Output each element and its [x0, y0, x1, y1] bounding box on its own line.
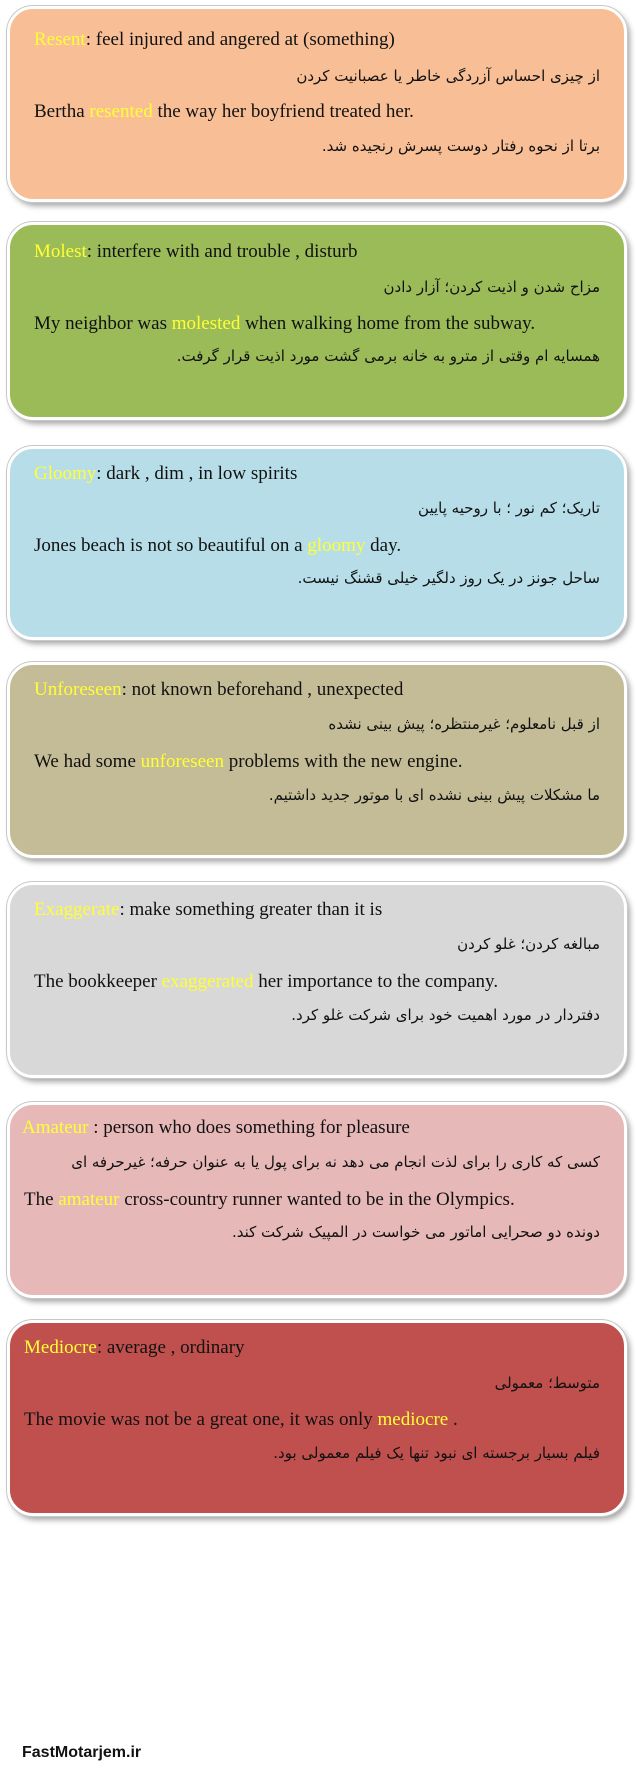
- persian-definition: مبالغه کردن؛ غلو کردن: [457, 935, 600, 953]
- vocab-card-exaggerate: [7, 882, 627, 1078]
- example-sentence: [24, 1409, 458, 1431]
- example-after: when walking home from the subway.: [240, 313, 536, 334]
- vocab-word: Exaggerate: [34, 899, 120, 920]
- persian-example: برتا از نحوه رفتار دوست پسرش رنجیده شد.: [321, 137, 600, 155]
- persian-definition: مزاح شدن و اذیت کردن؛ آزار دادن: [383, 278, 600, 296]
- english-definition: : feel injured and angered at (something): [85, 29, 395, 50]
- example-word: unforeseen: [140, 751, 224, 772]
- example-word: exaggerated: [161, 971, 254, 992]
- example-word: gloomy: [307, 535, 366, 556]
- example-sentence: [34, 535, 401, 557]
- persian-definition: از چیزی احساس آزردگی خاطر یا عصبانیت کردن: [296, 67, 600, 85]
- vocab-word: Molest: [34, 241, 87, 262]
- example-sentence: [34, 971, 498, 993]
- example-sentence: [34, 751, 463, 773]
- example-word: molested: [171, 313, 241, 334]
- persian-definition: کسی که کاری را برای لذت انجام می دهد نه برای پول یا به عنوان حرفه؛ غیرحرفه ای: [71, 1153, 600, 1171]
- persian-example: فیلم بسیار برجسته ای نبود تنها یک فیلم معمولی بود.: [273, 1444, 600, 1462]
- example-before: Bertha: [34, 101, 90, 122]
- vocab-card-molest: [7, 222, 627, 420]
- english-definition: : interfere with and trouble , disturb: [86, 241, 358, 262]
- definition-line: [22, 1117, 410, 1139]
- site-footer-brand: FastMotarjem.ir: [22, 1744, 142, 1761]
- english-definition: : not known beforehand , unexpected: [121, 679, 404, 700]
- definition-line: [24, 1337, 245, 1359]
- example-sentence: [34, 313, 535, 335]
- example-word: amateur: [58, 1189, 120, 1210]
- vocab-word: Unforeseen: [34, 679, 122, 700]
- persian-example: دونده دو صحرایی اماتور می خواست در المپیک شرکت کند.: [231, 1223, 600, 1241]
- english-definition: : dark , dim , in low spirits: [96, 463, 298, 484]
- example-after: .: [448, 1409, 458, 1430]
- definition-line: [34, 241, 357, 263]
- english-definition: : make something greater than it is: [119, 899, 383, 920]
- example-before: My neighbor was: [34, 313, 172, 334]
- vocab-card-unforeseen: [7, 662, 627, 858]
- example-after: day.: [365, 535, 402, 556]
- persian-example: همسایه ام وقتی از مترو به خانه برمی گشت مورد اذیت قرار گرفت.: [176, 347, 600, 365]
- example-before: The bookkeeper: [34, 971, 162, 992]
- example-before: We had some: [34, 751, 141, 772]
- example-after: the way her boyfriend treated her.: [152, 101, 414, 122]
- vocab-word: Amateur: [22, 1117, 89, 1138]
- vocab-card-amateur: [7, 1102, 627, 1298]
- example-before: Jones beach is not so beautiful on a: [34, 535, 308, 556]
- example-word: resented: [89, 101, 153, 122]
- vocab-card-mediocre: [7, 1320, 627, 1516]
- definition-line: [34, 679, 403, 701]
- persian-definition: متوسط؛ معمولی: [494, 1374, 600, 1392]
- persian-example: ساحل جونز در یک روز دلگیر خیلی قشنگ نیست.: [297, 569, 600, 587]
- example-after: problems with the new engine.: [224, 751, 463, 772]
- english-definition: : average , ordinary: [96, 1337, 245, 1358]
- example-word: mediocre: [377, 1409, 449, 1430]
- example-before: The movie was not be a great one, it was only: [24, 1409, 378, 1430]
- vocab-word: Resent: [34, 29, 86, 50]
- definition-line: [34, 29, 395, 51]
- vocab-card-gloomy: [7, 446, 627, 640]
- persian-definition: از قبل نامعلوم؛ غیرمنتظره؛ پیش بینی نشده: [328, 715, 600, 733]
- vocab-word: Gloomy: [34, 463, 97, 484]
- example-before: The: [24, 1189, 59, 1210]
- example-after: cross-country runner wanted to be in the Olympics.: [119, 1189, 515, 1210]
- persian-example: ما مشکلات پیش بینی نشده ای با موتور جدید داشتیم.: [268, 786, 600, 804]
- vocab-word: Mediocre: [24, 1337, 97, 1358]
- persian-example: دفتردار در مورد اهمیت خود برای شرکت غلو کرد.: [291, 1006, 600, 1024]
- definition-line: [34, 899, 382, 921]
- vocab-card-resent: [7, 6, 627, 202]
- persian-definition: تاریک؛ کم نور ؛ با روحیه پایین: [418, 499, 600, 517]
- example-after: her importance to the company.: [253, 971, 499, 992]
- example-sentence: [24, 1189, 515, 1211]
- example-sentence: [34, 101, 414, 123]
- english-definition: : person who does something for pleasure: [88, 1117, 410, 1138]
- definition-line: [34, 463, 297, 485]
